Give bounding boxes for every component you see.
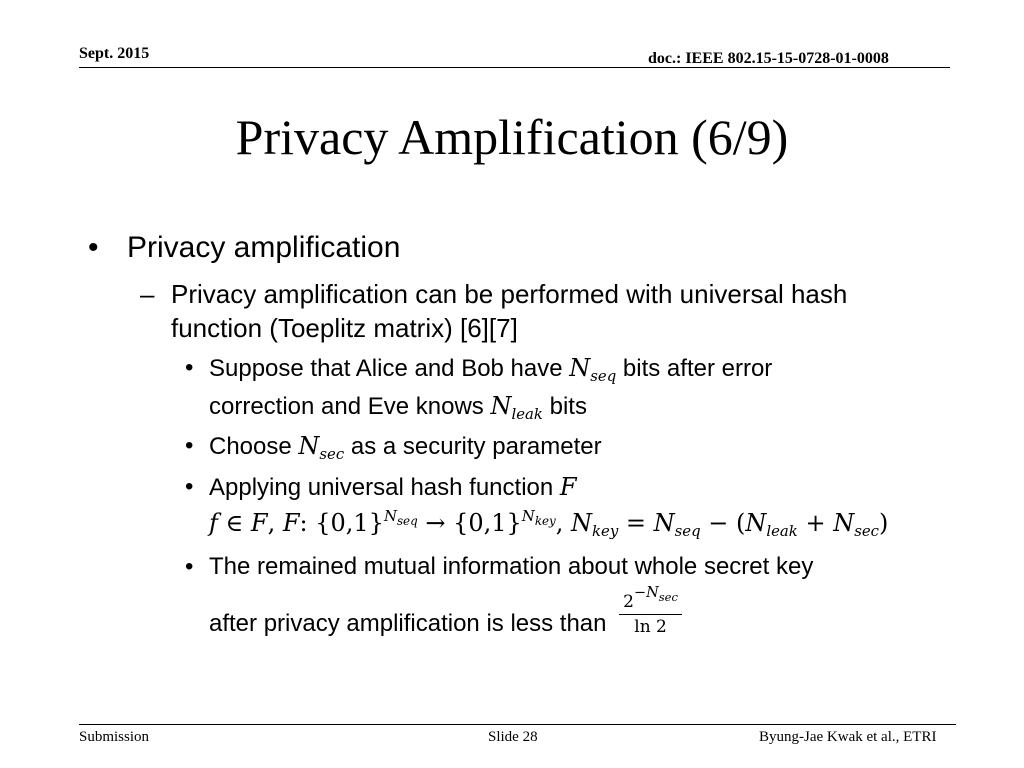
math-n-sec: $N_{sec}$	[298, 432, 345, 464]
hash-equation: f ∈ F, F: $\{0,1\}^{N_{seq}} \to \{0,1\}^{N_{key}}$, $N_{key} = N_{seq} - (N_{leak} + N_{sec})$	[209, 506, 889, 541]
bullet-suppose-line1	[209, 354, 773, 386]
bullet-universal-hash-line1: Privacy amplification can be performed with universal hash	[171, 279, 848, 309]
footer-slide-number: Slide 28	[488, 729, 538, 745]
bullet-applying	[209, 473, 577, 502]
bullet-suppose-line2	[209, 392, 587, 424]
bullet-remained-line2	[209, 584, 682, 637]
fraction-bound	[619, 584, 682, 639]
bullet-l1-marker: •	[88, 231, 99, 264]
header-rule	[79, 67, 950, 68]
bullet-remained-line1: The remained mutual information about whole secret key	[209, 553, 814, 580]
bullet-l3-marker: •	[185, 354, 194, 381]
suppose-text-b: bits after error	[616, 355, 773, 382]
fraction-numerator: $2^{-N_{sec}}$	[619, 590, 682, 615]
bullet-privacy-amplification: Privacy amplification	[127, 231, 401, 264]
footer-rule	[79, 724, 956, 725]
applying-text: Applying universal hash function	[209, 474, 560, 501]
math-f-upper: F	[559, 473, 577, 501]
bullet-l2-marker: –	[140, 279, 155, 309]
bullet-l3-marker: •	[185, 553, 194, 580]
bullet-choose	[209, 432, 602, 464]
header-date: Sept. 2015	[79, 45, 150, 62]
math-n-seq: $N_{seq}$	[569, 354, 617, 386]
choose-text-a: Choose	[209, 433, 299, 460]
suppose-text-a: Suppose that Alice and Bob have	[209, 355, 570, 382]
suppose-text-d: bits	[542, 393, 587, 420]
remained-text: after privacy amplification is less than	[209, 609, 614, 637]
footer-author: Byung-Jae Kwak et al., ETRI	[759, 729, 937, 745]
math-n-leak: $N_{leak}$	[490, 392, 543, 424]
fraction-denominator: ln 2	[634, 617, 667, 637]
choose-text-b: as a security parameter	[344, 433, 602, 460]
bullet-l3-marker: •	[185, 473, 194, 500]
header-doc-id: doc.: IEEE 802.15-15-0728-01-0008	[648, 50, 889, 67]
bullet-universal-hash-line2: function (Toeplitz matrix) [6][7]	[171, 313, 518, 343]
slide-title: Privacy Amplification (6/9)	[235, 109, 789, 165]
bullet-l3-marker: •	[185, 432, 194, 459]
footer-submission: Submission	[79, 729, 150, 745]
suppose-text-c: correction and Eve knows	[209, 393, 491, 420]
